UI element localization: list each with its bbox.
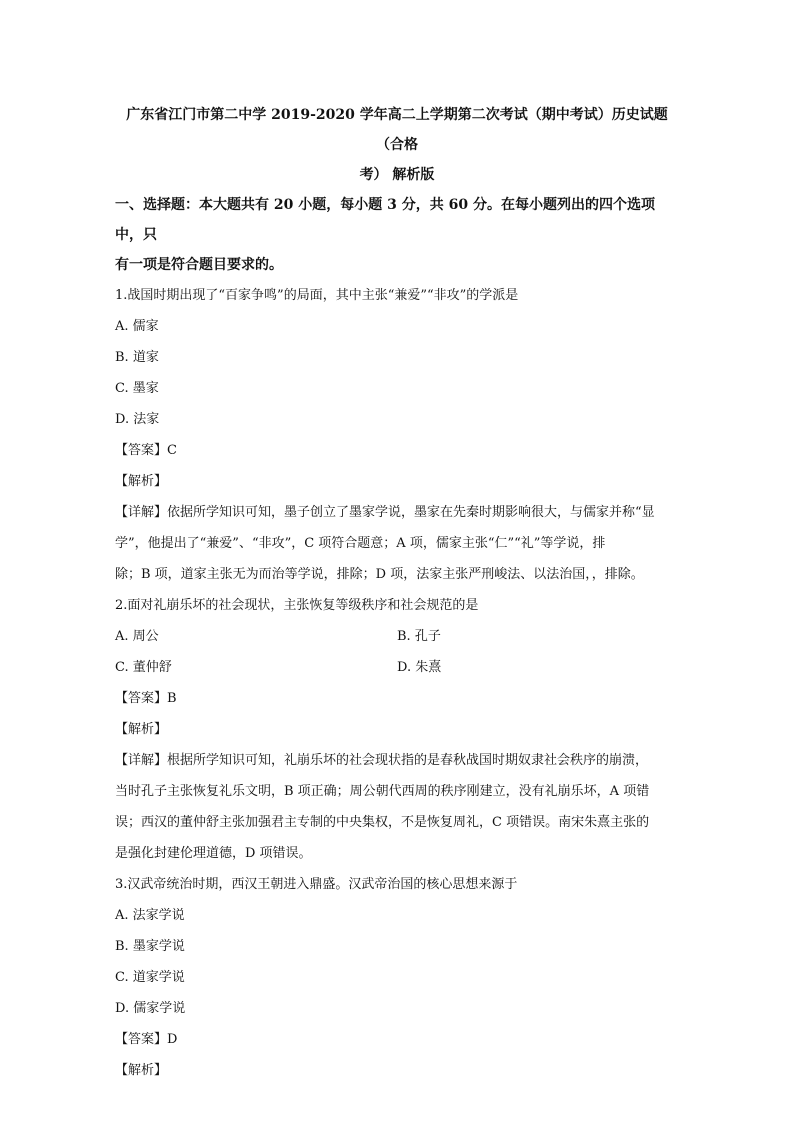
question-3: [115, 869, 679, 1086]
question-1-analysis-label: 【解析】: [115, 474, 168, 489]
question-3-option-c: C. 道家学说: [115, 970, 185, 985]
section-instructions-line-2: 有一项是符合题目要求的。: [115, 257, 283, 273]
question-2-answer: 【答案】B: [115, 691, 177, 706]
question-1-detail-line-2: 学”，他提出了“兼爱”、“非攻”，C 项符合题意；A 项，儒家主张“仁”“礼”等学说，排: [115, 536, 606, 551]
question-1-stem: 1.战国时期出现了“百家争鸣”的局面，其中主张“兼爱”“非攻”的学派是: [115, 288, 519, 303]
question-3-answer: 【答案】D: [115, 1032, 178, 1047]
document-title-line-1: 广东省江门市第二中学 2019-2020 学年高二上学期第二次考试（期中考试）历史试题（合格: [126, 107, 668, 153]
question-3-analysis-label: 【解析】: [115, 1063, 168, 1078]
question-2-option-b: B. 孔子: [397, 629, 441, 644]
question-3-option-a: A. 法家学说: [115, 908, 185, 923]
question-3-stem: 3.汉武帝统治时期，西汉王朝进入鼎盛。汉武帝治国的核心思想来源于: [115, 877, 518, 892]
question-1-option-b: B. 道家: [115, 350, 159, 365]
question-2-detail-line-3: 误；西汉的董仲舒主张加强君主专制的中央集权，不是恢复周礼，C 项错误。南宋朱熹主张的: [115, 815, 650, 830]
question-2-detail-line-1: 【详解】根据所学知识可知，礼崩乐坏的社会现状指的是春秋战国时期奴隶社会秩序的崩溃，: [115, 753, 649, 768]
question-1-detail-line-1: 【详解】依据所学知识可知，墨子创立了墨家学说，墨家在先秦时期影响很大，与儒家并称“显: [115, 505, 655, 520]
question-2-analysis-label: 【解析】: [115, 722, 168, 737]
question-2-option-a: A. 周公: [115, 629, 159, 644]
section-instructions-line-1: 一、选择题：本大题共有 20 小题，每小题 3 分，共 60 分。在每小题列出的四个选项中，只: [115, 197, 655, 243]
question-1-option-a: A. 儒家: [115, 319, 159, 334]
question-1: [115, 280, 679, 590]
question-3-option-d: D. 儒家学说: [115, 1001, 186, 1016]
question-2-options-row-1: [115, 621, 679, 652]
question-1-answer: 【答案】C: [115, 443, 177, 458]
question-2-detail-line-2: 当时孔子主张恢复礼乐文明，B 项正确；周公朝代西周的秩序刚建立，没有礼崩乐坏，A 项错: [115, 784, 650, 799]
document-title-line-2: 考） 解析版: [359, 167, 435, 183]
question-2-option-c: C. 董仲舒: [115, 660, 172, 675]
question-2-stem: 2.面对礼崩乐坏的社会现状，主张恢复等级秩序和社会规范的是: [115, 598, 479, 613]
question-2-options-row-2: [115, 652, 679, 683]
question-1-detail-line-3: 除；B 项，道家主张无为而治等学说，排除；D 项，法家主张严刑峻法、以法治国，，排除。: [115, 567, 644, 582]
question-2: [115, 590, 679, 869]
question-1-option-d: D. 法家: [115, 412, 160, 427]
question-1-option-c: C. 墨家: [115, 381, 159, 396]
question-3-option-b: B. 墨家学说: [115, 939, 185, 954]
question-2-detail-line-4: 是强化封建伦理道德，D 项错误。: [115, 846, 312, 861]
question-2-option-d: D. 朱熹: [397, 660, 442, 675]
